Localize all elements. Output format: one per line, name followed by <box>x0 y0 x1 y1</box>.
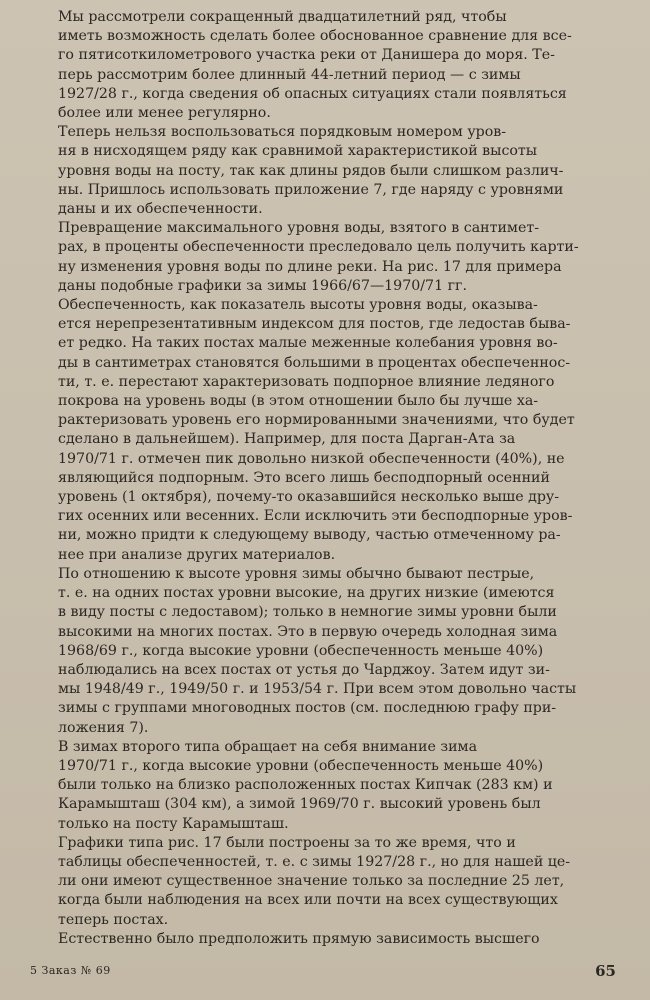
paragraph <box>30 296 620 565</box>
body-text <box>30 8 620 949</box>
text-line: рах, в проценты обеспеченности преследовало цель получить карти- <box>58 239 579 256</box>
text-line: наблюдались на всех постах от устья до Чарджоу. Затем идут зи- <box>58 661 550 678</box>
text-line: ды в сантиметрах становятся большими в процентах обеспеченнос- <box>58 354 571 371</box>
text-line: ни, можно придти к следующему выводу, частью отмеченному ра- <box>58 527 561 544</box>
text-line: иметь возможность сделать более обоснованное сравнение для все- <box>58 28 572 45</box>
text-line: даны подобные графики за зимы 1966/67—1970/71 гг. <box>58 277 467 294</box>
paragraph <box>30 930 620 949</box>
text-line: 1927/28 г., когда сведения об опасных ситуациях стали появляться <box>58 85 567 102</box>
text-line: являющийся подпорным. Это всего лишь бесподпорный осенний <box>58 469 550 486</box>
text-line: сделано в дальнейшем). Например, для поста Дарган-Ата за <box>58 431 516 448</box>
text-line: теперь постах. <box>58 911 169 928</box>
text-line: уровень (1 октября), почему-то оказавшийся несколько выше дру- <box>58 489 560 506</box>
paragraph <box>30 219 620 296</box>
text-line: покрова на уровень воды (в этом отношении было бы лучше ха- <box>58 393 539 410</box>
text-line: 1970/71 г. отмечен пик довольно низкой обеспеченности (40%), не <box>58 450 565 467</box>
printer-signature: 5 Заказ № 69 <box>30 964 111 977</box>
paragraph <box>30 123 620 219</box>
paragraph <box>30 565 620 738</box>
text-line: высокими на многих постах. Это в первую очередь холодная зима <box>58 623 558 640</box>
text-line: мы 1948/49 г., 1949/50 г. и 1953/54 г. При всем этом довольно часты <box>58 681 577 698</box>
text-line: таблицы обеспеченностей, т. е. с зимы 1927/28 г., но для нашей це- <box>58 853 571 870</box>
text-line: ти, т. е. перестают характеризовать подпорное влияние ледяного <box>58 373 555 390</box>
text-line: даны и их обеспеченности. <box>58 201 263 218</box>
text-line: Превращение максимального уровня воды, взятого в сантимет- <box>58 220 539 237</box>
text-line: более или менее регулярно. <box>58 105 271 122</box>
text-line: 1970/71 г., когда высокие уровни (обеспеченность меньше 40%) <box>58 757 544 774</box>
text-line: Мы рассмотрели сокращенный двадцатилетний ряд, чтобы <box>58 9 507 25</box>
text-line: зимы с группами многоводных постов (см. последнюю графу при- <box>58 700 557 717</box>
text-line: были только на близко расположенных постах Кипчак (283 км) и <box>58 777 553 794</box>
text-line: ня в нисходящем ряду как сравнимой характеристикой высоты <box>58 143 538 160</box>
text-line: Обеспеченность, как показатель высоты уровня воды, оказыва- <box>58 297 538 314</box>
text-line: ется нерепрезентативным индексом для постов, где ледостав быва- <box>58 316 571 333</box>
text-line: Теперь нельзя воспользоваться порядковым номером уров- <box>58 124 507 141</box>
text-line: перь рассмотрим более длинный 44-летний период — с зимы <box>58 66 521 83</box>
text-line: Графики типа рис. 17 были построены за то же время, что и <box>58 834 516 851</box>
text-line: Карамышташ (304 км), а зимой 1969/70 г. высокий уровень был <box>58 796 541 813</box>
text-line: ну изменения уровня воды по длине реки. На рис. 17 для примера <box>58 258 562 275</box>
text-line: 1968/69 г., когда высокие уровни (обеспеченность меньше 40%) <box>58 642 544 659</box>
text-line: В зимах второго типа обращает на себя внимание зима <box>58 738 478 755</box>
text-line: уровня воды на посту, так как длины рядов были слишком различ- <box>58 162 564 179</box>
paragraph <box>30 834 620 930</box>
text-line: гих осенних или весенних. Если исключить эти бесподпорные уров- <box>58 508 573 525</box>
text-line: нее при анализе других материалов. <box>58 546 336 563</box>
text-line: Естественно было предположить прямую зависимость высшего <box>58 930 540 947</box>
paragraph <box>30 738 620 834</box>
text-line: только на посту Карамышташ. <box>58 815 289 832</box>
text-line: ли они имеют существенное значение только за последние 25 лет, <box>58 873 565 890</box>
text-line: т. е. на одних постах уровни высокие, на других низкие (имеются <box>58 585 555 602</box>
text-line: рактеризовать уровень его нормированными значениями, что будет <box>58 412 575 429</box>
text-line: когда были наблюдения на всех или почти на всех существующих <box>58 892 558 909</box>
text-line: ложения 7). <box>58 719 149 736</box>
text-line: ет редко. На таких постах малые меженные колебания уровня во- <box>58 335 558 352</box>
text-line: го пятисоткилометрового участка реки от Данишера до моря. Те- <box>58 47 555 64</box>
text-line: По отношению к высоте уровня зимы обычно бывают пестрые, <box>58 565 535 582</box>
text-line: ны. Пришлось использовать приложение 7, где наряду с уровнями <box>58 181 564 198</box>
page-number: 65 <box>595 962 616 980</box>
paragraph <box>30 8 620 123</box>
text-line: в виду посты с ледоставом); только в немногие зимы уровни были <box>58 604 557 621</box>
